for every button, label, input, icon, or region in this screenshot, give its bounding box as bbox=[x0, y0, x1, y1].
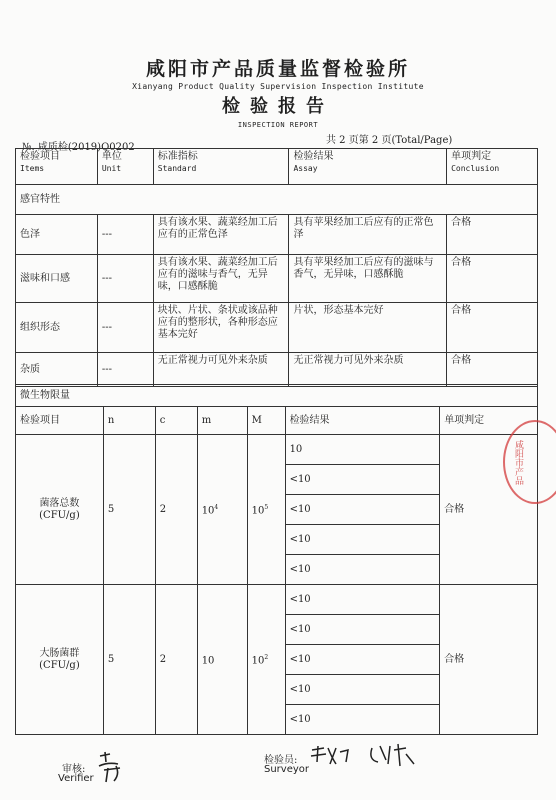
cell-result: <10 bbox=[285, 705, 440, 735]
cell-conclusion: 合格 bbox=[447, 303, 538, 353]
stamp-text: 咸阳市产品 bbox=[513, 440, 523, 485]
header-n: n bbox=[103, 407, 155, 435]
cell-item: 杂质 bbox=[16, 353, 98, 387]
m-base: 10 bbox=[201, 655, 215, 667]
verifier-signature bbox=[96, 748, 128, 784]
cell-conclusion: 合格 bbox=[447, 353, 538, 387]
header-assay bbox=[289, 149, 447, 185]
cell-item: 滋味和口感 bbox=[16, 255, 98, 303]
surveyor-signature bbox=[308, 740, 438, 770]
header-items: 检验项目 bbox=[16, 407, 104, 435]
section-microbial: 微生物限量 bbox=[16, 385, 538, 407]
header-conclusion bbox=[447, 149, 538, 185]
institute-name-en: Xianyang Product Quality Supervision Inspection Institute bbox=[132, 82, 424, 91]
header-standard bbox=[153, 149, 289, 185]
cell-result: <10 bbox=[285, 525, 440, 555]
cell-M bbox=[247, 585, 285, 735]
table-row bbox=[16, 255, 538, 303]
cell-result: 具有苹果经加工后应有的正常色泽 bbox=[289, 215, 447, 255]
cell-conclusion: 合格 bbox=[440, 435, 538, 585]
cell-unit: --- bbox=[97, 255, 153, 303]
cell-unit: --- bbox=[97, 303, 153, 353]
header-standard-en: Standard bbox=[157, 164, 197, 173]
item-name: 大肠菌群 bbox=[39, 647, 80, 659]
cell-result: <10 bbox=[285, 465, 440, 495]
cell-result: 片状，形态基本完好 bbox=[289, 303, 447, 353]
header-standard-cn: 标准指标 bbox=[157, 151, 198, 162]
cell-m bbox=[197, 585, 247, 735]
cell-conclusion: 合格 bbox=[447, 255, 538, 303]
section-row bbox=[16, 385, 538, 407]
cell-conclusion: 合格 bbox=[447, 215, 538, 255]
header-unit bbox=[97, 149, 153, 185]
item-name: 菌落总数 bbox=[39, 497, 80, 509]
M-base: 10 bbox=[251, 505, 265, 517]
header-items bbox=[16, 149, 98, 185]
table-row bbox=[16, 215, 538, 255]
table-row bbox=[16, 303, 538, 353]
header-c: c bbox=[155, 407, 197, 435]
M-base: 10 bbox=[251, 655, 265, 667]
sensory-table bbox=[15, 148, 538, 387]
header-unit-cn: 单位 bbox=[101, 151, 122, 162]
cell-result: <10 bbox=[285, 495, 440, 525]
cell-item bbox=[16, 585, 104, 735]
cell-standard: 块状、片状、条状或该品种应有的整形状，各种形态应基本完好 bbox=[153, 303, 289, 353]
table-header-row bbox=[16, 149, 538, 185]
cell-m bbox=[197, 435, 247, 585]
cell-c: 2 bbox=[155, 585, 197, 735]
institute-name-cn: 咸阳市产品质量监督检验所 bbox=[145, 58, 410, 80]
cell-result: <10 bbox=[285, 585, 440, 615]
table-row bbox=[16, 585, 538, 615]
cell-result: <10 bbox=[285, 645, 440, 675]
section-row bbox=[16, 185, 538, 215]
cell-result: 10 bbox=[285, 435, 440, 465]
cell-M bbox=[247, 435, 285, 585]
cell-standard: 具有该水果、蔬菜经加工后应有的正常色泽 bbox=[153, 215, 289, 255]
header-conclusion: 单项判定 bbox=[440, 407, 538, 435]
document-number: №. 咸质检(2019)Q0202 bbox=[22, 142, 135, 153]
cell-item: 组织形态 bbox=[16, 303, 98, 353]
header-items-cn: 检验项目 bbox=[20, 151, 60, 162]
header-unit-en: Unit bbox=[101, 164, 122, 173]
cell-result: 无正常视力可见外来杂质 bbox=[289, 353, 447, 387]
header-assay-cn: 检验结果 bbox=[293, 151, 334, 162]
item-unit: (CFU/g) bbox=[39, 659, 80, 671]
cell-unit: --- bbox=[97, 353, 153, 387]
cell-n: 5 bbox=[103, 435, 155, 585]
header-assay: 检验结果 bbox=[285, 407, 440, 435]
page-info: 共 2 页第 2 页(Total/Page) bbox=[326, 135, 453, 146]
m-exponent: 4 bbox=[214, 503, 219, 511]
cell-unit: --- bbox=[97, 215, 153, 255]
report-title-en: INSPECTION REPORT bbox=[237, 121, 319, 129]
table-header-row bbox=[16, 407, 538, 435]
m-base: 10 bbox=[201, 505, 215, 517]
M-exponent: 2 bbox=[264, 653, 269, 661]
cell-conclusion: 合格 bbox=[440, 585, 538, 735]
cell-result: <10 bbox=[285, 675, 440, 705]
verifier-label-cn: 审核: bbox=[62, 764, 86, 775]
cell-item: 色泽 bbox=[16, 215, 98, 255]
header-conclusion-en: Conclusion bbox=[451, 164, 500, 173]
table-row bbox=[16, 353, 538, 387]
item-unit: (CFU/g) bbox=[39, 509, 80, 521]
microbial-table bbox=[15, 384, 538, 735]
M-exponent: 5 bbox=[264, 503, 269, 511]
table-row bbox=[16, 435, 538, 465]
surveyor-label-en: Surveyor bbox=[264, 764, 310, 775]
section-sensory: 感官特性 bbox=[16, 185, 538, 215]
cell-result: <10 bbox=[285, 555, 440, 585]
cell-c: 2 bbox=[155, 435, 197, 585]
cell-standard: 无正常视力可见外来杂质 bbox=[153, 353, 289, 387]
cell-result: <10 bbox=[285, 615, 440, 645]
header-M: M bbox=[247, 407, 285, 435]
report-title-cn: 检验报告 bbox=[222, 96, 334, 117]
cell-standard: 具有该水果、蔬菜经加工后应有的滋味与香气，无异味，口感酥脆 bbox=[153, 255, 289, 303]
cell-result: 具有苹果经加工后应有的滋味与香气，无异味，口感酥脆 bbox=[289, 255, 447, 303]
cell-n: 5 bbox=[103, 585, 155, 735]
header-assay-en: Assay bbox=[293, 164, 318, 173]
surveyor-label-cn: 检验员: bbox=[264, 755, 298, 766]
verifier-label-en: Verifier bbox=[58, 773, 94, 784]
header-items-en: Items bbox=[20, 164, 45, 173]
header-conclusion-cn: 单项判定 bbox=[451, 151, 492, 162]
header-m: m bbox=[197, 407, 247, 435]
cell-item bbox=[16, 435, 104, 585]
